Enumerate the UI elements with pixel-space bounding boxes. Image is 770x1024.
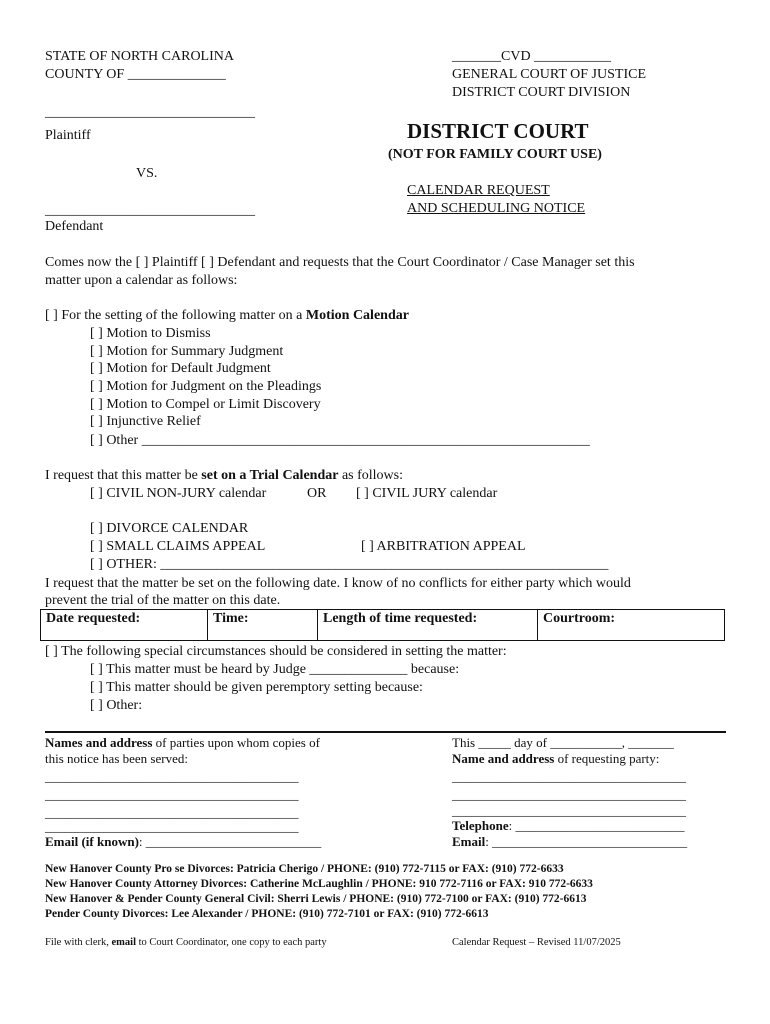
contact-line: New Hanover County Pro se Divorces: Patricia Cherigo / PHONE: (910) 772-7115 or FAX: (910) 772-6633 xyxy=(45,863,564,875)
arbitration-option[interactable]: [ ] ARBITRATION APPEAL xyxy=(361,539,526,554)
filing-a: File with clerk, xyxy=(45,937,112,948)
requesting-bold: Name and address xyxy=(452,751,555,766)
requesting-rest: of requesting party: xyxy=(554,751,660,766)
served-names-rest: of parties upon whom copies of xyxy=(152,735,320,750)
page-subtitle: (NOT FOR FAMILY COURT USE) xyxy=(388,147,602,162)
requesting-email-field[interactable] xyxy=(452,834,687,850)
served-parties-line2: this notice has been served: xyxy=(45,751,188,766)
motion-item-pleadings[interactable]: [ ] Motion for Judgment on the Pleadings xyxy=(90,379,322,394)
versus-label: VS. xyxy=(136,166,158,181)
served-party-line[interactable]: _______________________________________ xyxy=(45,819,299,834)
served-email-label: Email (if known) xyxy=(45,834,139,849)
date-request-line1: I request that the matter be set on the following date. I know of no conflicts for either party which would xyxy=(45,576,631,591)
state-label: STATE OF NORTH CAROLINA xyxy=(45,49,234,64)
form-name-line2: AND SCHEDULING NOTICE xyxy=(407,201,586,216)
form-name-line1: CALENDAR REQUEST xyxy=(407,183,550,198)
page-title: DISTRICT COURT xyxy=(407,119,589,143)
requesting-party-line[interactable]: ____________________________________ xyxy=(452,787,686,802)
intro-line1: Comes now the [ ] Plaintiff [ ] Defendant and requests that the Court Coordinator / Case Manager set this xyxy=(45,255,635,270)
motion-item-dismiss[interactable]: [ ] Motion to Dismiss xyxy=(90,326,211,341)
requesting-party-heading xyxy=(452,751,659,767)
motion-item-summary-judgment[interactable]: [ ] Motion for Summary Judgment xyxy=(90,344,284,359)
time-cell[interactable]: Time: xyxy=(208,610,318,641)
intro-line2: matter upon a calendar as follows: xyxy=(45,273,238,288)
civil-nonjury-option[interactable]: [ ] CIVIL NON-JURY calendar xyxy=(90,486,267,501)
requesting-email-line: : ______________________________ xyxy=(485,834,688,849)
filing-b: to Court Coordinator, one copy to each party xyxy=(136,937,327,948)
motion-calendar-option[interactable] xyxy=(45,307,409,324)
motion-item-discovery[interactable]: [ ] Motion to Compel or Limit Discovery xyxy=(90,397,321,412)
date-request-line2: prevent the trial of the matter on this date. xyxy=(45,593,281,608)
served-names-bold: Names and address xyxy=(45,735,153,750)
length-of-time-cell[interactable]: Length of time requested: xyxy=(318,610,538,641)
court-name: GENERAL COURT OF JUSTICE xyxy=(452,67,647,82)
or-label: OR xyxy=(307,486,327,501)
motion-calendar-label: Motion Calendar xyxy=(305,308,409,323)
revision-note: Calendar Request – Revised 11/07/2025 xyxy=(452,937,621,948)
trial-lead-bold: set on a Trial Calendar xyxy=(201,468,339,483)
motion-calendar-lead: [ ] For the setting of the following matter on a xyxy=(45,308,306,323)
section-divider xyxy=(45,731,726,733)
requesting-party-line[interactable]: ____________________________________ xyxy=(452,769,686,784)
contact-line: New Hanover County Attorney Divorces: Catherine McLaughlin / PHONE: 910 772-7116 or FAX: 910 772-6633 xyxy=(45,878,593,890)
filing-instructions xyxy=(45,936,327,949)
courtroom-cell[interactable]: Courtroom: xyxy=(538,610,725,641)
contact-line: Pender County Divorces: Lee Alexander / PHONE: (910) 772-7101 or FAX: (910) 772-6613 xyxy=(45,908,489,920)
special-other-option[interactable]: [ ] Other: xyxy=(90,698,143,713)
plaintiff-label: Plaintiff xyxy=(45,128,91,143)
telephone-field[interactable] xyxy=(452,818,684,834)
trial-lead-b: as follows: xyxy=(338,468,404,483)
cvd-field[interactable]: _______CVD ___________ xyxy=(452,49,612,64)
served-party-line[interactable]: _______________________________________ xyxy=(45,805,299,820)
county-field[interactable]: COUNTY OF ______________ xyxy=(45,67,226,82)
telephone-line: : __________________________ xyxy=(508,818,685,833)
trial-other-option[interactable]: [ ] OTHER: ________________________________________________________________ xyxy=(90,557,609,572)
defendant-label: Defendant xyxy=(45,219,104,234)
plaintiff-name-line[interactable]: ______________________________ xyxy=(45,105,255,120)
civil-jury-option[interactable]: [ ] CIVIL JURY calendar xyxy=(356,486,498,501)
served-party-line[interactable]: _______________________________________ xyxy=(45,787,299,802)
date-requested-cell[interactable]: Date requested: xyxy=(41,610,208,641)
motion-item-other[interactable]: [ ] Other ________________________________________________________________ xyxy=(90,433,590,448)
court-division: DISTRICT COURT DIVISION xyxy=(452,85,631,100)
served-email-field[interactable] xyxy=(45,834,321,850)
small-claims-option[interactable]: [ ] SMALL CLAIMS APPEAL xyxy=(90,539,266,554)
special-peremptory-option[interactable]: [ ] This matter should be given peremptory setting because: xyxy=(90,680,423,695)
date-request-table xyxy=(40,609,725,641)
table-row xyxy=(41,610,725,641)
served-email-line: : ___________________________ xyxy=(138,834,322,849)
filing-email: email xyxy=(111,937,136,948)
date-signed-field[interactable]: This _____ day of ___________, _______ xyxy=(452,735,674,750)
trial-calendar-lead xyxy=(45,467,403,484)
special-judge-option[interactable]: [ ] This matter must be heard by Judge ______________ because: xyxy=(90,662,460,677)
special-circumstances-option[interactable]: [ ] The following special circumstances should be considered in setting the matter: xyxy=(45,644,507,659)
served-parties-heading xyxy=(45,735,320,751)
served-party-line[interactable]: _______________________________________ xyxy=(45,769,299,784)
divorce-calendar-option[interactable]: [ ] DIVORCE CALENDAR xyxy=(90,521,249,536)
motion-item-injunctive[interactable]: [ ] Injunctive Relief xyxy=(90,414,201,429)
defendant-name-line[interactable]: ______________________________ xyxy=(45,203,255,218)
requesting-party-line[interactable]: ____________________________________ xyxy=(452,803,686,818)
telephone-label: Telephone xyxy=(452,818,509,833)
motion-item-default-judgment[interactable]: [ ] Motion for Default Judgment xyxy=(90,361,271,376)
requesting-email-label: Email xyxy=(452,834,486,849)
contact-line: New Hanover & Pender County General Civil: Sherri Lewis / PHONE: (910) 772-7100 or FAX: (910) 772-6613 xyxy=(45,893,587,905)
trial-lead-a: I request that this matter be xyxy=(45,468,202,483)
